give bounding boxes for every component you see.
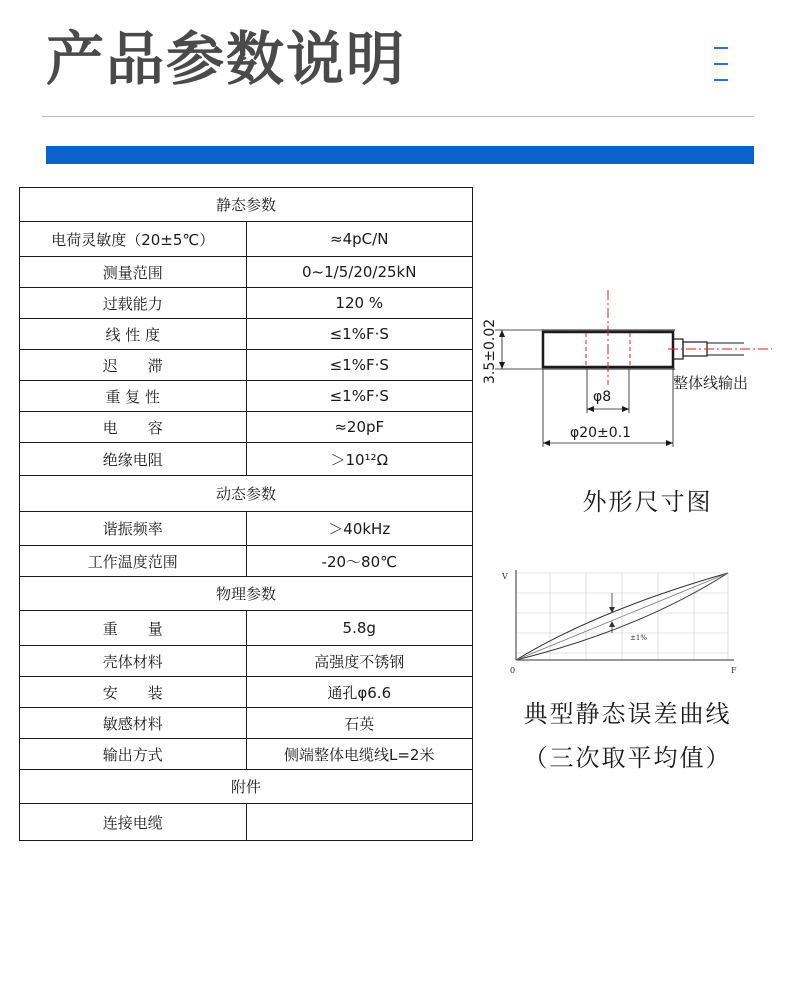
spec-label: 绝缘电阻 — [20, 443, 247, 476]
spec-value: ＞10¹²Ω — [246, 443, 473, 476]
spec-value: ≤1%F·S — [246, 319, 473, 350]
dim-outer-diameter-label: φ20±0.1 — [570, 425, 632, 441]
spec-value: 5.8g — [246, 611, 473, 646]
section-heading-accessories: 附件 — [20, 770, 473, 804]
dim-height-label: 3.5±0.02 — [482, 318, 498, 384]
static-error-curve — [498, 565, 743, 680]
spec-label: 敏感材料 — [20, 708, 247, 739]
curve-caption-title: 典型静态误差曲线 — [523, 700, 732, 728]
curve-annotation: ±1% — [630, 634, 647, 642]
spec-label: 重 复 性 — [20, 381, 247, 412]
side-mark — [714, 79, 728, 81]
spec-value: ＞40kHz — [246, 512, 473, 546]
spec-label: 线 性 度 — [20, 319, 247, 350]
spec-table — [19, 187, 473, 841]
spec-value: 0~1/5/20/25kN — [246, 257, 473, 288]
curve-caption-subtitle: （三次取平均值） — [523, 744, 732, 772]
spec-value: 通孔φ6.6 — [246, 677, 473, 708]
spec-value: 高强度不锈钢 — [246, 646, 473, 677]
spec-label: 壳体材料 — [20, 646, 247, 677]
spec-label: 电 容 — [20, 412, 247, 443]
page-title: 产品参数说明 — [46, 25, 407, 93]
spec-label: 重 量 — [20, 611, 247, 646]
spec-value: ≈4pC/N — [246, 222, 473, 257]
spec-value: -20～80℃ — [246, 546, 473, 577]
title-divider — [42, 116, 754, 117]
dimension-caption: 外形尺寸图 — [582, 488, 713, 516]
section-heading-static: 静态参数 — [20, 188, 473, 222]
side-mark — [714, 63, 728, 65]
side-mark — [714, 47, 728, 49]
spec-label: 过载能力 — [20, 288, 247, 319]
dimension-drawing — [480, 285, 780, 455]
spec-label: 谐振频率 — [20, 512, 247, 546]
spec-label: 电荷灵敏度（20±5℃） — [20, 222, 247, 257]
curve-y-axis-label: V — [502, 572, 508, 581]
spec-value: ≤1%F·S — [246, 381, 473, 412]
dim-inner-diameter-label: φ8 — [593, 389, 612, 405]
spec-value — [246, 804, 473, 841]
section-heading-physical: 物理参数 — [20, 577, 473, 611]
dim-cable-label: 整体线输出 — [673, 374, 749, 392]
spec-label: 连接电缆 — [20, 804, 247, 841]
spec-value: 120 % — [246, 288, 473, 319]
curve-x-axis-label: F — [731, 666, 737, 675]
spec-label: 输出方式 — [20, 739, 247, 770]
spec-value: 侧端整体电缆线L=2米 — [246, 739, 473, 770]
curve-origin-label: 0 — [510, 666, 516, 675]
spec-value: ≈20pF — [246, 412, 473, 443]
spec-label: 测量范围 — [20, 257, 247, 288]
spec-label: 安 装 — [20, 677, 247, 708]
spec-label: 迟 滞 — [20, 350, 247, 381]
accent-bar — [46, 146, 754, 164]
spec-value: ≤1%F·S — [246, 350, 473, 381]
section-heading-dynamic: 动态参数 — [20, 476, 473, 512]
spec-value: 石英 — [246, 708, 473, 739]
spec-label: 工作温度范围 — [20, 546, 247, 577]
